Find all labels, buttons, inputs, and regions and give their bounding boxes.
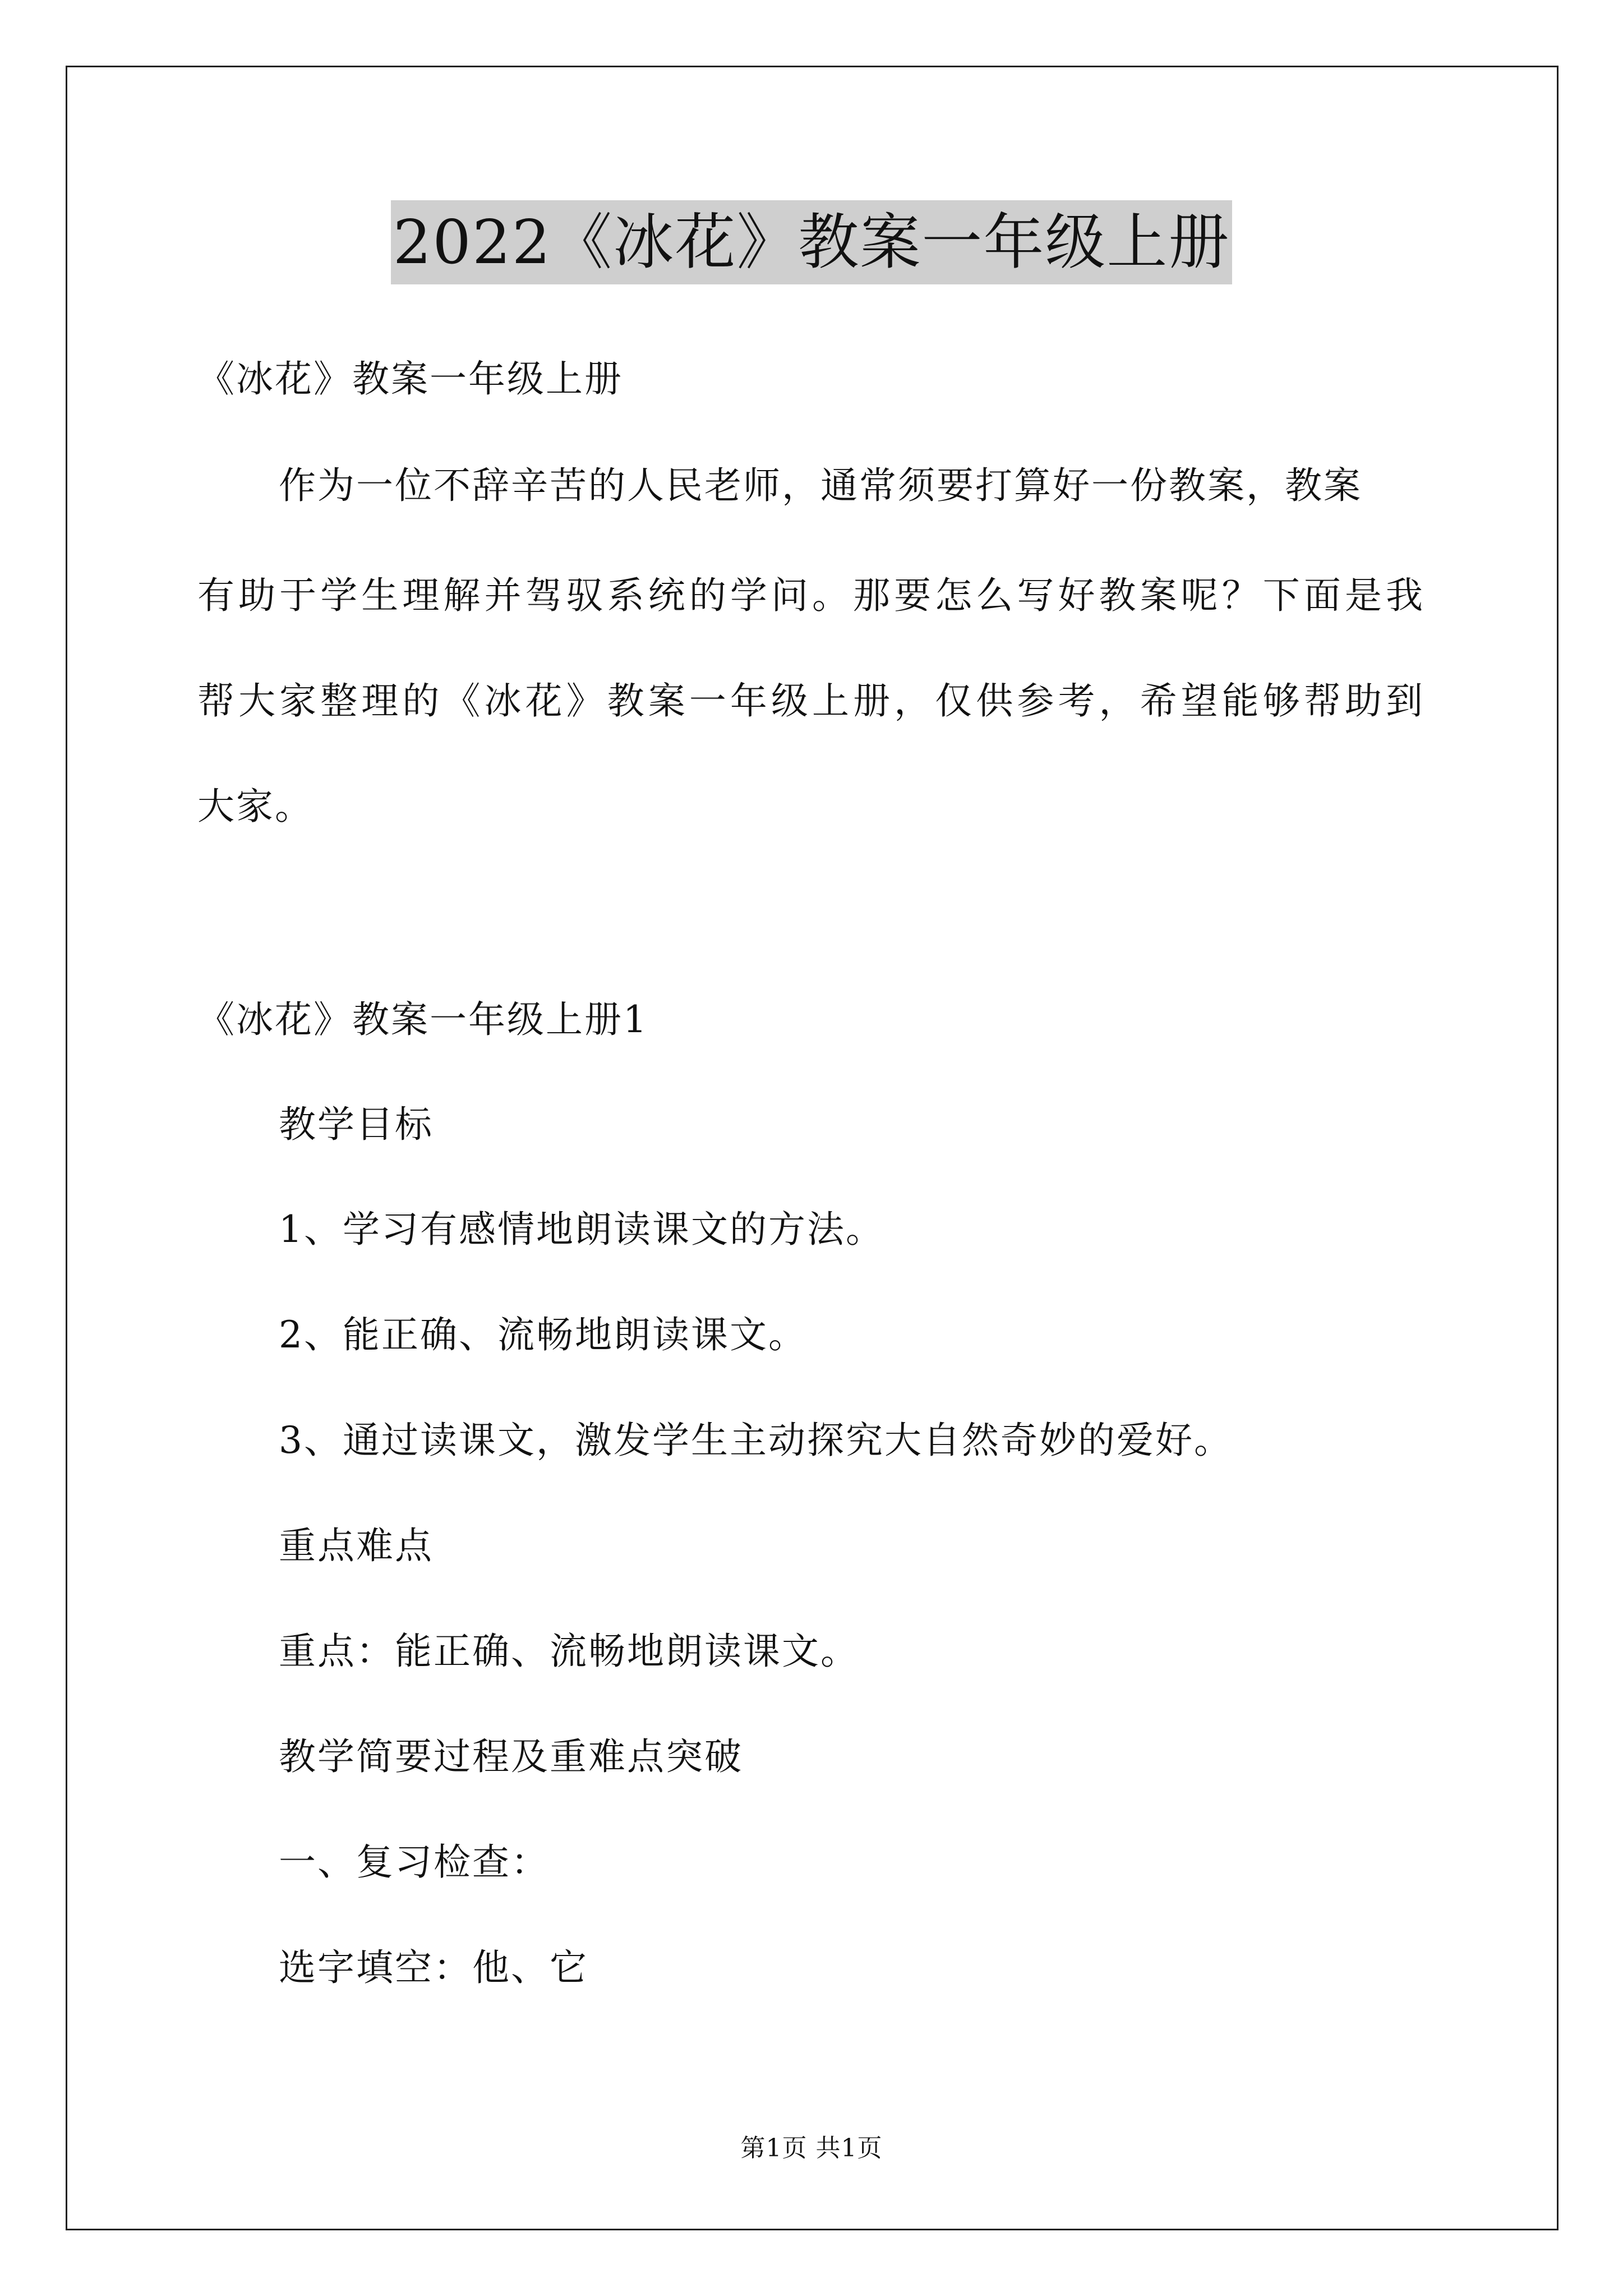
body-line-objective-2: 2、能正确、流畅地朗读课文。 — [279, 1313, 807, 1356]
body-line-objective-3: 3、通过读课文，激发学生主动探究大自然奇妙的爱好。 — [279, 1419, 1233, 1462]
intro-line-3: 帮大家整理的《冰花》教案一年级上册，仅供参考，希望能够帮助到 — [197, 679, 1424, 723]
section-heading: 《冰花》教案一年级上册1 — [197, 998, 648, 1041]
title-container — [0, 200, 1623, 284]
body-line-process: 教学简要过程及重难点突破 — [279, 1735, 743, 1778]
body-line-objectives: 教学目标 — [279, 1103, 434, 1146]
body-line-review: 一、复习检查： — [279, 1841, 550, 1884]
intro-line-1: 作为一位不辞辛苦的人民老师，通常须要打算好一份教案，教案 — [279, 464, 1362, 507]
document-title: 2022《冰花》教案一年级上册 — [391, 200, 1233, 284]
body-line-focus: 重点：能正确、流畅地朗读课文。 — [279, 1630, 859, 1673]
intro-line-4: 大家。 — [197, 785, 313, 828]
body-line-fill-blank: 选字填空：他、它 — [279, 1946, 588, 1989]
body-line-objective-1: 1、学习有感情地朗读课文的方法。 — [279, 1208, 884, 1251]
page-footer: 第1页 共1页 — [740, 2134, 883, 2162]
intro-line-2: 有助于学生理解并驾驭系统的学问。那要怎么写好教案呢？下面是我 — [197, 574, 1424, 617]
document-subtitle: 《冰花》教案一年级上册 — [197, 357, 623, 401]
body-line-key-points: 重点难点 — [279, 1524, 434, 1567]
